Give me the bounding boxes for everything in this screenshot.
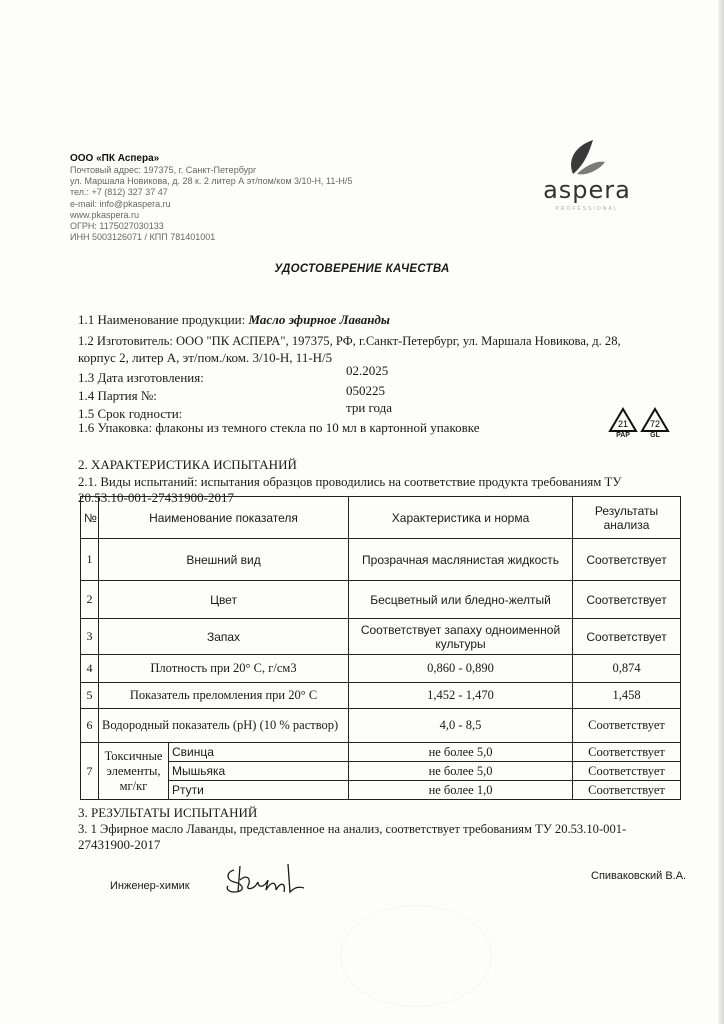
- row-number: 6: [81, 709, 99, 743]
- row-number: 3: [81, 619, 99, 655]
- toxic-element-name: Мышьяка: [169, 762, 349, 781]
- date-value: 02.2025: [346, 363, 389, 378]
- manufacturer-line-1: 1.2 Изготовитель: ООО "ПК АСПЕРА", 197375, РФ, г.Санкт-Петербург, ул. Маршала Новикова, д. 28,: [78, 334, 621, 348]
- document-title: УДОСТОВЕРЕНИЕ КАЧЕСТВА: [274, 263, 450, 275]
- recycle-number-21: 21: [617, 419, 629, 429]
- row-indicator: Показатель преломления при 20° С: [99, 683, 349, 709]
- row-norm: 0,860 - 0,890: [349, 655, 573, 683]
- table-row: [81, 619, 681, 655]
- shelf-life-value: три года: [346, 400, 393, 415]
- batch-value: 050225: [346, 383, 385, 398]
- product-name-label: 1.1 Наименование продукции:: [78, 312, 249, 327]
- header-number: №: [81, 497, 99, 539]
- row-indicator: Запах: [99, 619, 349, 655]
- table-row: [81, 581, 681, 619]
- batch-label: 1.4 Партия №:: [78, 388, 157, 403]
- signer-name: Спиваковский В.А.: [591, 870, 687, 882]
- recycle-number-72: 72: [649, 419, 661, 429]
- test-results-table: [80, 496, 681, 800]
- table-row: [81, 683, 681, 709]
- row-norm: Прозрачная маслянистая жидкость: [349, 539, 573, 581]
- row-norm: 1,452 - 1,470: [349, 683, 573, 709]
- table-row: [81, 762, 681, 781]
- recycle-label-gl: GL: [650, 432, 660, 439]
- row-indicator: Плотность при 20° С, г/см3: [99, 655, 349, 683]
- row-norm: 4,0 - 8,5: [349, 709, 573, 743]
- faint-stamp: [340, 905, 492, 1007]
- section3-line-1: 3. 1 Эфирное масло Лаванды, представленное на анализ, соответствует требованиям ТУ 20.53.10-001-: [78, 822, 627, 836]
- table-header-row: [81, 497, 681, 539]
- row-norm: Соответствует запаху одноименной культуры: [349, 619, 573, 655]
- row-result: Соответствует: [573, 539, 681, 581]
- header-result: [573, 497, 681, 539]
- row-number: 2: [81, 581, 99, 619]
- section2-heading: 2. ХАРАКТЕРИСТИКА ИСПЫТАНИЙ: [78, 457, 297, 472]
- section3-line-2: 27431900-2017: [78, 837, 161, 852]
- toxic-element-norm: не более 1,0: [349, 781, 573, 800]
- header-result-line-2: анализа: [603, 517, 650, 532]
- shelf-life-label: 1.5 Срок годности:: [78, 406, 183, 421]
- aspera-logo: [527, 138, 647, 218]
- recycle-mark-pap: [608, 407, 638, 443]
- table-row: [81, 655, 681, 683]
- scan-edge: [718, 0, 724, 1024]
- toxic-element-result: Соответствует: [573, 781, 681, 800]
- manufacturer-line-2: корпус 2, литер А, эт/пом./ком. 3/10-Н, 11-Н/5: [78, 350, 333, 365]
- row-indicator: Внешний вид: [99, 539, 349, 581]
- row-number: 1: [81, 539, 99, 581]
- table-row: [81, 743, 681, 762]
- product-name-line: [78, 312, 390, 328]
- signature-scribble: [218, 858, 308, 898]
- row-number: 5: [81, 683, 99, 709]
- signer-role: Инженер-химик: [110, 880, 190, 892]
- row-result: Соответствует: [573, 581, 681, 619]
- company-street: ул. Маршала Новикова, д. 28 к. 2 литер А эт/пом/ком 3/10-Н, 11-Н/5: [70, 176, 353, 187]
- company-email: e-mail: info@pkaspera.ru: [70, 198, 171, 209]
- toxic-element-name: Свинца: [169, 743, 349, 762]
- company-inn: ИНН 5003126071 / КПП 781401001: [70, 232, 216, 243]
- recycle-triangle-icon: [608, 407, 638, 433]
- toxic-elements-label: Токсичные элементы, мг/кг: [99, 743, 169, 800]
- company-requisites: [70, 153, 430, 243]
- date-label: 1.3 Дата изготовления:: [78, 370, 204, 385]
- product-name-value: Масло эфирное Лаванды: [248, 312, 390, 327]
- company-ogrn: ОГРН: 1175027030133: [70, 221, 164, 232]
- logo-wordmark: aspera: [543, 176, 631, 204]
- section2-line-2: 20.53.10-001-27431900-2017: [78, 490, 234, 505]
- company-website: www.pkaspera.ru: [70, 209, 140, 220]
- section3-heading: 3. РЕЗУЛЬТАТЫ ИСПЫТАНИЙ: [78, 805, 258, 820]
- header-norm: Характеристика и норма: [349, 497, 573, 539]
- row-number: 4: [81, 655, 99, 683]
- company-phone: тел.: +7 (812) 327 37 47: [70, 187, 168, 198]
- toxic-element-norm: не более 5,0: [349, 762, 573, 781]
- table-row: [81, 709, 681, 743]
- row-result: Соответствует: [573, 709, 681, 743]
- row-result: 0,874: [573, 655, 681, 683]
- recycle-mark-gl: [640, 407, 670, 443]
- table-row: [81, 781, 681, 800]
- row-indicator: Водородный показатель (pH) (10 % раствор): [99, 709, 349, 743]
- section2-line-1: 2.1. Виды испытаний: испытания образцов проводились на соответствие продукта требованиям ТУ: [78, 475, 622, 489]
- row-indicator: Цвет: [99, 581, 349, 619]
- recycle-triangle-icon: [640, 407, 670, 433]
- row-norm: Бесцветный или бледно-желтый: [349, 581, 573, 619]
- header-indicator: Наименование показателя: [99, 497, 349, 539]
- toxic-element-result: Соответствует: [573, 762, 681, 781]
- toxic-element-result: Соответствует: [573, 743, 681, 762]
- row-result: 1,458: [573, 683, 681, 709]
- recycle-label-pap: PAP: [616, 432, 630, 439]
- logo-tagline: PROFESSIONAL: [555, 206, 619, 212]
- package-line: 1.6 Упаковка: флаконы из темного стекла по 10 мл в картонной упаковке: [78, 420, 480, 435]
- company-name: ООО «ПК Аспера»: [70, 153, 160, 164]
- toxic-element-name: Ртути: [169, 781, 349, 800]
- leaf-icon: [563, 138, 611, 176]
- toxic-element-norm: не более 5,0: [349, 743, 573, 762]
- row-number: 7: [81, 743, 99, 800]
- header-result-line-1: Результаты: [594, 503, 659, 518]
- row-result: Соответствует: [573, 619, 681, 655]
- company-address: Почтовый адрес: 197375, г. Санкт-Петербург: [70, 165, 257, 175]
- table-row: [81, 539, 681, 581]
